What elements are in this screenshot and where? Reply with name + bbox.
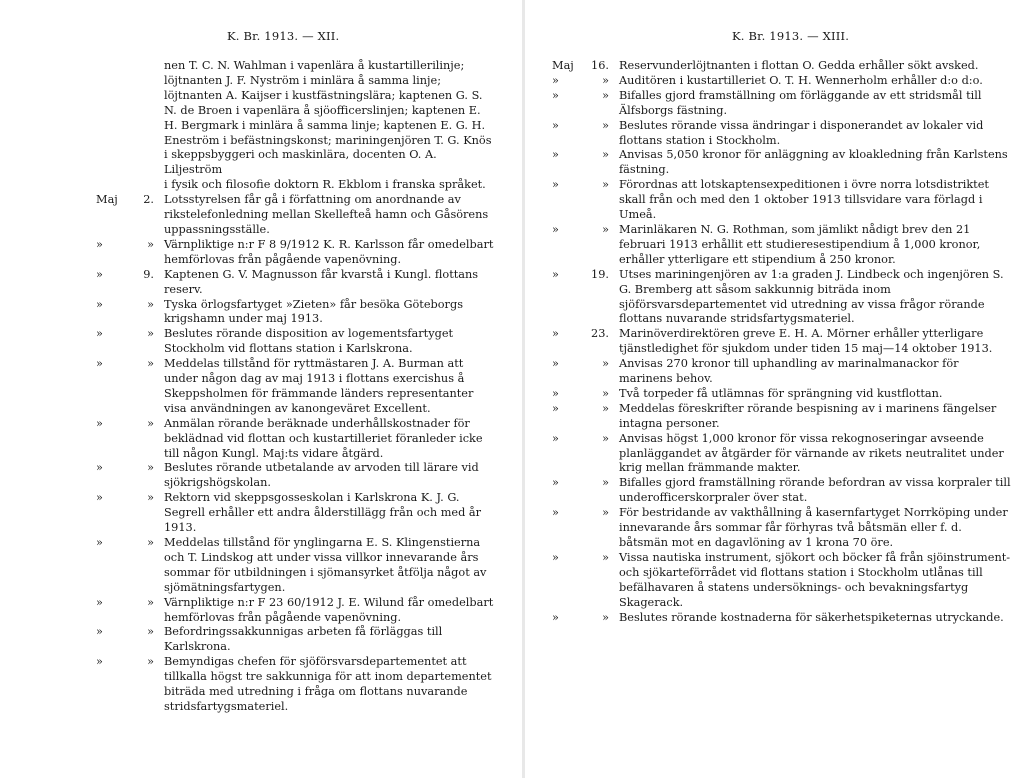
entry [525, 551, 1024, 611]
entry-day: » [602, 88, 609, 102]
text-line: Två torpeder få utlämnas för sprängning vid kustflottan. [619, 386, 943, 400]
page-header: K. Br. 1913. — XII. [227, 29, 340, 43]
entry [0, 655, 510, 715]
entry-text [619, 402, 1011, 432]
text-line: Anvisas 270 kronor till uphandling av marinalmanackor för marinens behov. [619, 357, 959, 386]
entry [525, 357, 1024, 387]
entry-text [619, 89, 1011, 119]
entry-text [164, 327, 496, 357]
entry-text [164, 238, 496, 268]
entry-month: » [552, 401, 559, 415]
text-line: Beslutes rörande utbetalande av arvoden till lärare vid sjökrigshögskolan. [164, 461, 479, 490]
entry [525, 268, 1024, 328]
text-line: För bestridande av vakthållning å kasernfartyget Norrköping under innevarande års sommar får förhyras två båtsmän eller f. d. båtsmän mot en dagavlöning av 1 krona 70 öre. [619, 506, 1008, 549]
text-line: Förordnas att lotskaptensexpeditionen i övre norra lotsdistriktet skall från och med den 1 oktober 1913 tillsvidare vara förlagd i Umeå. [619, 178, 989, 222]
text-line: löjtnanten J. F. Nyström i minlära å samma linje; [164, 73, 442, 87]
entry-text [164, 491, 496, 536]
entry-day: » [147, 357, 154, 371]
text-line: Marinläkaren N. G. Rothman, som jämlikt nådigt brev den 21 februari 1913 erhållit ett studieresestipendium å 1,000 kronor, erhåller ytterligare ett stipendium å 250 kronor. [619, 222, 981, 266]
text-line: Lotsstyrelsen får gå i författning om anordnande av rikstelefonledning mellan Skellefteå hamn och Gåsörens uppassningsställe. [164, 193, 489, 236]
entry-month: » [552, 178, 559, 192]
entry-month: » [552, 506, 559, 520]
text-line: i fysik och filosofie doktorn R. Ekblom i franska språket. [164, 178, 486, 192]
entry-day: » [147, 297, 154, 311]
entry-text [619, 387, 1011, 402]
entry-text [164, 536, 496, 596]
entry-text [619, 223, 1011, 268]
entry [525, 119, 1024, 149]
entry-day: » [602, 506, 609, 520]
entry-text [164, 357, 496, 417]
text-line: Meddelas tillstånd för ryttmästaren J. A. Burman att under någon dag av maj 1913 i flottans exercishus å Skeppsholmen för främmande länders representanter visa användningen av kanongeväret Excellent. [164, 357, 474, 415]
entry-month: » [552, 431, 559, 445]
entry-day: 2. [143, 193, 154, 207]
entry-month: » [552, 357, 559, 371]
entry [525, 148, 1024, 178]
entry-month: » [96, 327, 103, 341]
entry-text [619, 551, 1011, 611]
text-line: Marinöverdirektören greve E. H. A. Mörner erhåller ytterligare tjänstledighet för sjukdom under tiden 15 maj—14 oktober 1913. [619, 327, 993, 356]
text-line: Anvisas 5,050 kronor för anläggning av kloakledning från Karlstens fästning. [619, 148, 1008, 177]
entry-month: » [96, 461, 103, 475]
entry-text [164, 655, 496, 715]
text-line: H. Bergmark i minlära å samma linje; kaptenen E. G. H. [164, 118, 486, 132]
text-line: Tyska örlogsfartyget »Zieten» får besöka Göteborgs krigshamn under maj 1913. [164, 297, 463, 326]
entry-text [619, 74, 1011, 89]
entry-text [164, 298, 496, 328]
entry-month: » [96, 237, 103, 251]
entry-month: » [96, 536, 103, 549]
entry [0, 417, 510, 462]
entry-text [619, 327, 1011, 357]
entry-text [164, 59, 496, 193]
entry [0, 193, 510, 238]
entry [0, 491, 510, 536]
entry-month: » [96, 416, 103, 430]
entry [525, 89, 1024, 119]
text-line: Bifalles gjord framställning rörande befordran av vissa korpraler till underofficerskorpraler över stat. [619, 476, 1011, 505]
entry-text [619, 506, 1011, 551]
entry [0, 536, 510, 596]
entry-month: » [552, 73, 559, 87]
text-line: löjtnanten A. Kaijser i kustfästningslära; kaptenen G. S. [164, 88, 483, 102]
entry-day: » [602, 476, 609, 490]
entry-day: » [147, 595, 154, 609]
entry-month: » [552, 267, 559, 281]
entry-day: » [147, 461, 154, 475]
entry-month: » [552, 476, 559, 490]
text-line: nen T. C. N. Wahlman i vapenlära å kustartillerilinje; [164, 59, 465, 72]
entry-month: » [96, 357, 103, 371]
entry-day: » [147, 327, 154, 341]
text-line: Eneström i befästningskonst; mariningenjören T. G. Knös [164, 133, 492, 147]
text-line: Bemyndigas chefen för sjöförsvarsdepartementet att tillkalla högst tre sakkunniga för att inom departementet biträda med utredning i fråga om flottans nuvarande stridsfartygsmateriel. [164, 655, 492, 713]
entry-day: » [147, 655, 154, 669]
entry [525, 327, 1024, 357]
entry-text [164, 461, 496, 491]
entry-day: » [602, 178, 609, 192]
text-line: Anmälan rörande beräknade underhållskostnader för beklädnad vid flottan och kustartilleriet föranleder icke till någon Kungl. Maj:ts vidare åtgärd. [164, 416, 483, 460]
entry-text [619, 268, 1011, 328]
entry-day: » [602, 118, 609, 132]
entry-day: » [602, 148, 609, 162]
entry-day: » [602, 550, 609, 564]
entry-month: » [552, 148, 559, 162]
entry-day: » [147, 536, 154, 549]
entry-text [164, 268, 496, 298]
entry-month: » [96, 297, 103, 311]
entry-day: » [602, 73, 609, 87]
entry-day: » [147, 491, 154, 505]
entry-day: » [602, 222, 609, 236]
entry-day: » [147, 416, 154, 430]
entry-day: 16. [591, 59, 609, 72]
entry-month: » [552, 222, 559, 236]
text-line: i skeppsbyggeri och maskinlära, docenten O. A. Liljeström [164, 148, 437, 177]
entry-day: 23. [591, 327, 609, 341]
entry-day: 19. [591, 267, 609, 281]
text-line: Värnpliktige n:r F 8 9/1912 K. R. Karlsson får omedelbart hemförlovas från pågående vapenövning. [164, 237, 494, 266]
text-line: N. de Broen i vapenlära å sjöofficerslinjen; kaptenen E. [164, 103, 481, 117]
text-line: Meddelas föreskrifter rörande bespisning av i marinens fängelser intagna personer. [619, 401, 997, 430]
entry-text [619, 432, 1011, 477]
text-line: Rektorn vid skeppsgosseskolan i Karlskrona K. J. G. Segrell erhåller ett andra ålderstillägg från och med år 1913. [164, 491, 482, 535]
entry-text [619, 119, 1011, 149]
text-line: Anvisas högst 1,000 kronor för vissa rekognoseringar avseende planläggandet av åtgärder för värnande av rikets neutralitet under krig mellan främmande makter. [619, 431, 1004, 475]
entry-month: » [96, 491, 103, 505]
entry-day: » [602, 431, 609, 445]
entry-text [619, 611, 1011, 626]
entry [0, 625, 510, 655]
text-line: Reservunderlöjtnanten i flottan O. Gedda erhåller sökt avsked. [619, 59, 979, 72]
entry [0, 59, 510, 193]
entry [525, 59, 1024, 74]
entry-text [619, 357, 1011, 387]
entry [0, 357, 510, 417]
entry-text [619, 178, 1011, 223]
entry-month: » [552, 88, 559, 102]
entry [525, 506, 1024, 551]
text-line: Beslutes rörande vissa ändringar i disponerandet av lokaler vid flottans station i Stockholm. [619, 118, 984, 147]
page-body [0, 59, 510, 715]
entry-day: » [147, 237, 154, 251]
entry-month: » [552, 327, 559, 341]
entry-text [164, 417, 496, 462]
entry-month: » [96, 267, 103, 281]
page-header: K. Br. 1913. — XIII. [732, 29, 850, 43]
entry [0, 327, 510, 357]
entry [0, 298, 510, 328]
entry-text [164, 193, 496, 238]
entry [525, 402, 1024, 432]
text-line: Beslutes rörande disposition av logementsfartyget Stockholm vid flottans station i Karlskrona. [164, 327, 454, 356]
entry-text [619, 476, 1011, 506]
entry [0, 268, 510, 298]
entry-day: » [602, 401, 609, 415]
text-line: Utses mariningenjören av 1:a graden J. Lindbeck och ingenjören S. G. Bremberg att såsom sakkunnig biträda inom sjöförsvarsdepartementet vid utredning av vissa frågor rörande flottans nuvarande stridsfartygsmateriel. [619, 267, 1004, 326]
entry [525, 611, 1024, 626]
text-line: Befordringssakkunnigas arbeten få förläggas till Karlskrona. [164, 625, 443, 654]
entry-month: » [96, 595, 103, 609]
entry-day: 9. [143, 267, 154, 281]
entry [525, 223, 1024, 268]
entry-day: » [147, 625, 154, 639]
entry-month: » [552, 118, 559, 132]
text-line: Auditören i kustartilleriet O. T. H. Wennerholm erhåller d:o d:o. [619, 73, 983, 87]
entry-month: » [96, 625, 103, 639]
right-page [525, 0, 1024, 778]
entry [0, 596, 510, 626]
text-line: Kaptenen G. V. Magnusson får kvarstå i Kungl. flottans reserv. [164, 267, 479, 296]
entry [0, 461, 510, 491]
text-line: Värnpliktige n:r F 23 60/1912 J. E. Wilund får omedelbart hemförlovas från pågående vapenövning. [164, 595, 494, 624]
entry-month: Maj [96, 193, 118, 207]
entry [0, 238, 510, 268]
entry-text [619, 59, 1011, 74]
entry [525, 476, 1024, 506]
entry-day: » [602, 357, 609, 371]
text-line: Meddelas tillstånd för ynglingarna E. S. Klingenstierna och T. Lindskog att under vissa villkor innevarande års sommar för utbildningen i sjömansyrket åtfölja något av sjömätningsfartygen. [164, 536, 487, 594]
entry-month: » [552, 386, 559, 400]
entry [525, 178, 1024, 223]
entry-month: » [552, 610, 559, 624]
entry-month: » [552, 550, 559, 564]
text-line: Vissa nautiska instrument, sjökort och böcker få från sjöinstrument- och sjökarteförrådet vid flottans station i Stockholm utlånas till befälhavaren å statens undersöknings- och bevakningsfartyg Skagerack. [619, 550, 1011, 609]
text-line: Beslutes rörande kostnaderna för säkerhetspiketernas utryckande. [619, 610, 1004, 624]
entry-text [164, 625, 496, 655]
entry-month: » [96, 655, 103, 669]
entry-day: » [602, 610, 609, 624]
entry-text [164, 596, 496, 626]
entry-month: Maj [552, 59, 574, 72]
entry [525, 387, 1024, 402]
entry [525, 432, 1024, 477]
text-line: Bifalles gjord framställning om förläggande av ett stridsmål till Älfsborgs fästning. [619, 88, 982, 117]
page-body [525, 59, 1024, 625]
entry [525, 74, 1024, 89]
entry-day: » [602, 386, 609, 400]
entry-text [619, 148, 1011, 178]
